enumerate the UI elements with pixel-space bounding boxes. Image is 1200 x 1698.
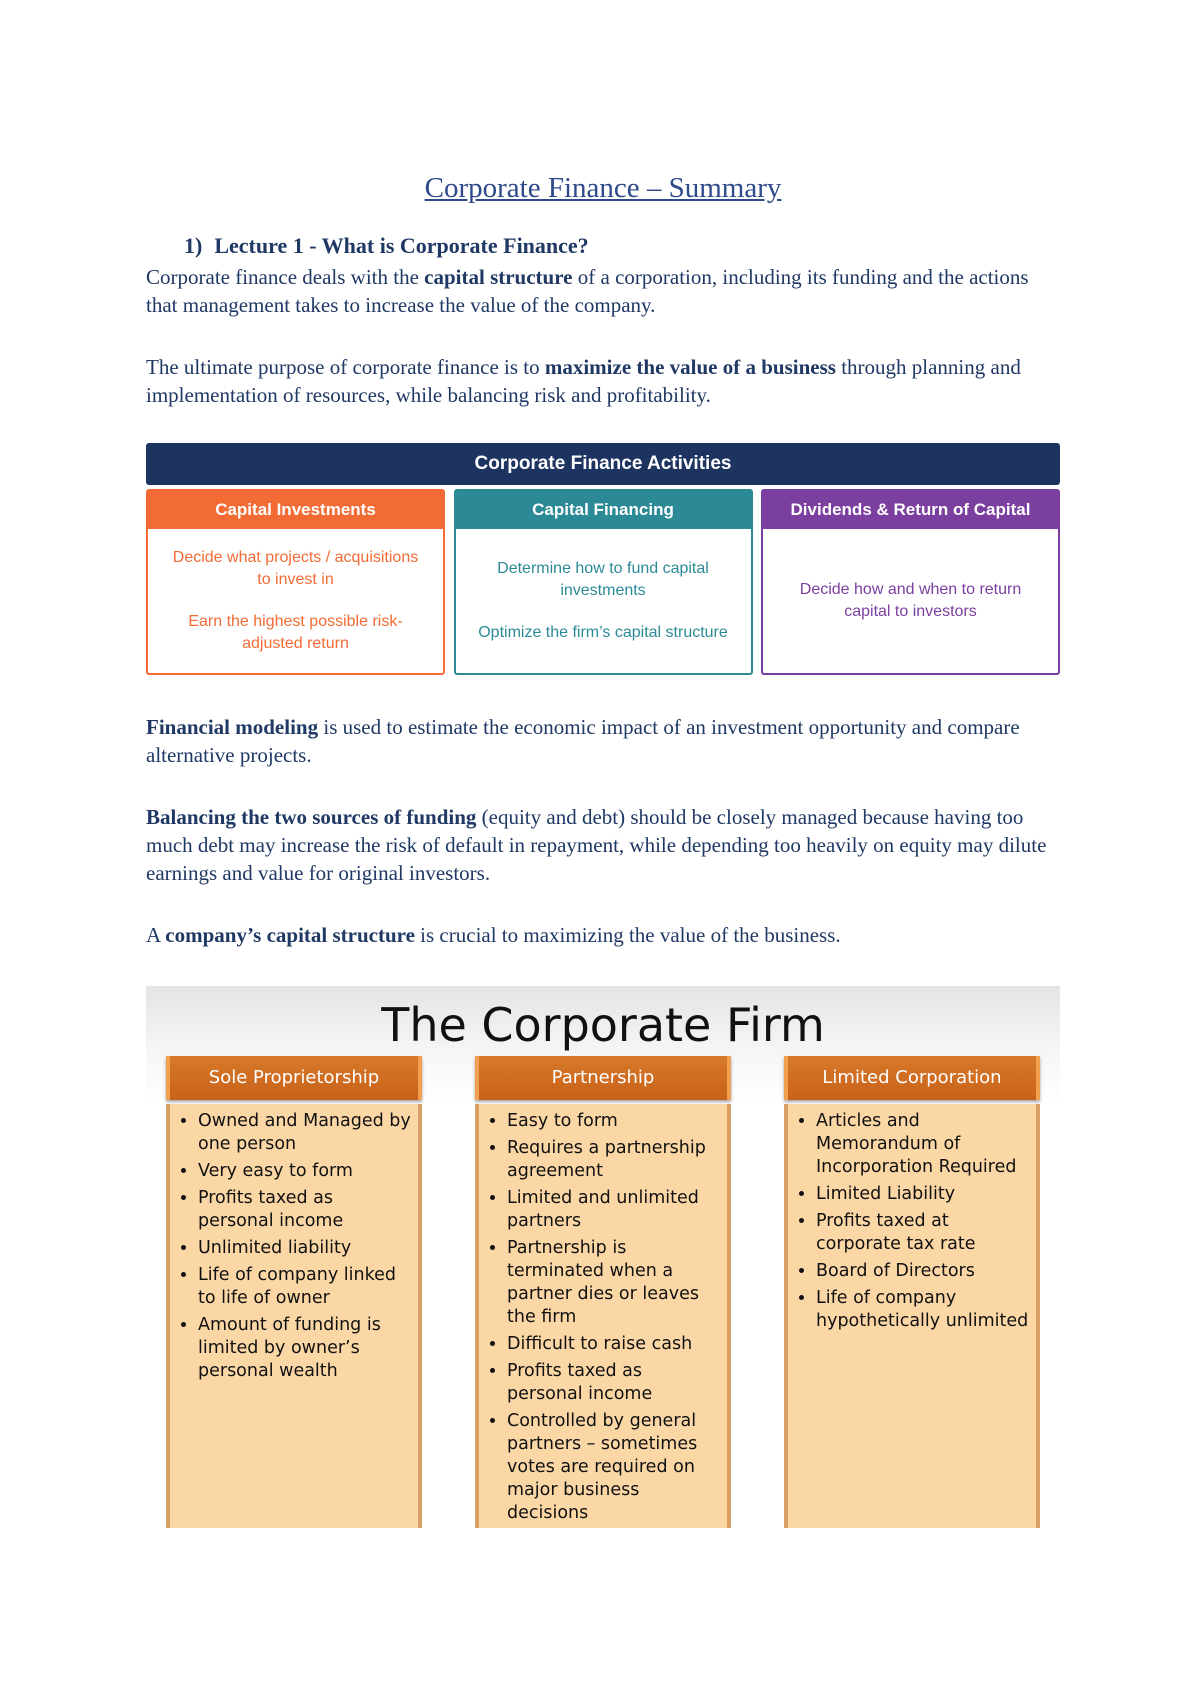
firm-item: • Articles and Memorandum of Incorporation Required <box>816 1110 1030 1179</box>
firm-item: • Partnership is terminated when a partner dies or leaves the firm <box>507 1237 721 1329</box>
document-page <box>146 160 1060 983</box>
bold-text: Financial modeling <box>146 715 319 739</box>
bold-text: maximize the value of a business <box>544 355 836 379</box>
firm-column-title: Partnership <box>475 1056 731 1100</box>
bold-text: Balancing the two sources of funding <box>146 805 477 829</box>
firm-item: • Profits taxed as personal income <box>507 1360 721 1406</box>
text: A <box>146 923 166 947</box>
firm-column-title: Limited Corporation <box>784 1056 1040 1100</box>
bold-text: company’s capital structure <box>165 923 415 947</box>
activity-item: Determine how to fund capital investments <box>497 560 709 599</box>
lecture-heading <box>184 233 1060 259</box>
firm-item: • Life of company hypothetically unlimited <box>816 1287 1030 1333</box>
firm-item: • Profits taxed at corporate tax rate <box>816 1210 1030 1256</box>
text: is crucial to maximizing the value of the business. <box>414 923 841 947</box>
lecture-number: 1) <box>184 233 203 258</box>
activities-diagram <box>146 443 1060 675</box>
activity-item: Decide how and when to return capital to investors <box>799 581 1022 620</box>
paragraph-capital-structure-crucial <box>146 921 1060 949</box>
paragraph-purpose <box>146 353 1060 409</box>
text: The ultimate purpose of corporate finance is to <box>146 355 545 379</box>
firm-item: • Unlimited liability <box>198 1237 412 1260</box>
bold-text: capital structure <box>424 265 573 289</box>
firm-column-title: Sole Proprietorship <box>166 1056 422 1100</box>
activity-title: Dividends & Return of Capital <box>763 491 1058 529</box>
activity-title: Capital Investments <box>148 491 443 529</box>
activities-header: Corporate Finance Activities <box>146 443 1060 485</box>
paragraph-balancing-funding <box>146 803 1060 887</box>
firm-item: • Owned and Managed by one person <box>198 1110 412 1156</box>
firm-item: • Very easy to form <box>198 1160 412 1183</box>
paragraph-financial-modeling <box>146 713 1060 769</box>
activity-item: Optimize the firm’s capital structure <box>478 624 728 641</box>
firm-column-sole-proprietorship <box>166 1056 422 1528</box>
page-title: Corporate Finance – Summary <box>424 172 782 204</box>
activity-title: Capital Financing <box>456 491 751 529</box>
corporate-firm-figure <box>146 986 1060 1532</box>
firm-item: • Controlled by general partners – sometimes votes are required on major business decisions <box>507 1410 721 1525</box>
lecture-title: Lecture 1 - What is Corporate Finance? <box>214 233 589 258</box>
firm-title: The Corporate Firm <box>381 998 825 1052</box>
activity-dividends <box>761 489 1060 675</box>
firm-column-limited-corporation <box>784 1056 1040 1528</box>
firm-item: • Amount of funding is limited by owner’s personal wealth <box>198 1314 412 1383</box>
text: (equity and debt) should be closely managed because having too much debt may increase the risk of default in repayment, while depending too heavily on equity may dilute earnings and value for original investors. <box>146 805 1047 885</box>
activity-item: Earn the highest possible risk-adjusted return <box>188 613 403 652</box>
firm-item: • Difficult to raise cash <box>507 1333 721 1356</box>
firm-item: • Life of company linked to life of owner <box>198 1264 412 1310</box>
firm-item: • Easy to form <box>507 1110 721 1133</box>
text: is used to estimate the economic impact of an investment opportunity and compare alternative projects. <box>146 715 1020 767</box>
firm-item: • Profits taxed as personal income <box>198 1187 412 1233</box>
paragraph-capital-structure <box>146 263 1060 319</box>
firm-column-partnership <box>475 1056 731 1528</box>
text: Corporate finance deals with the <box>146 265 425 289</box>
activity-capital-investments <box>146 489 445 675</box>
text: through planning and implementation of resources, while balancing risk and profitability. <box>146 355 1021 407</box>
text: of a corporation, including its funding and the actions that management takes to increase the value of the company. <box>146 265 1029 317</box>
firm-item: • Limited and unlimited partners <box>507 1187 721 1233</box>
firm-item: • Board of Directors <box>816 1260 1030 1283</box>
activity-capital-financing <box>454 489 753 675</box>
firm-item: • Requires a partnership agreement <box>507 1137 721 1183</box>
activity-item: Decide what projects / acquisitions to invest in <box>172 549 419 588</box>
firm-item: • Limited Liability <box>816 1183 1030 1206</box>
